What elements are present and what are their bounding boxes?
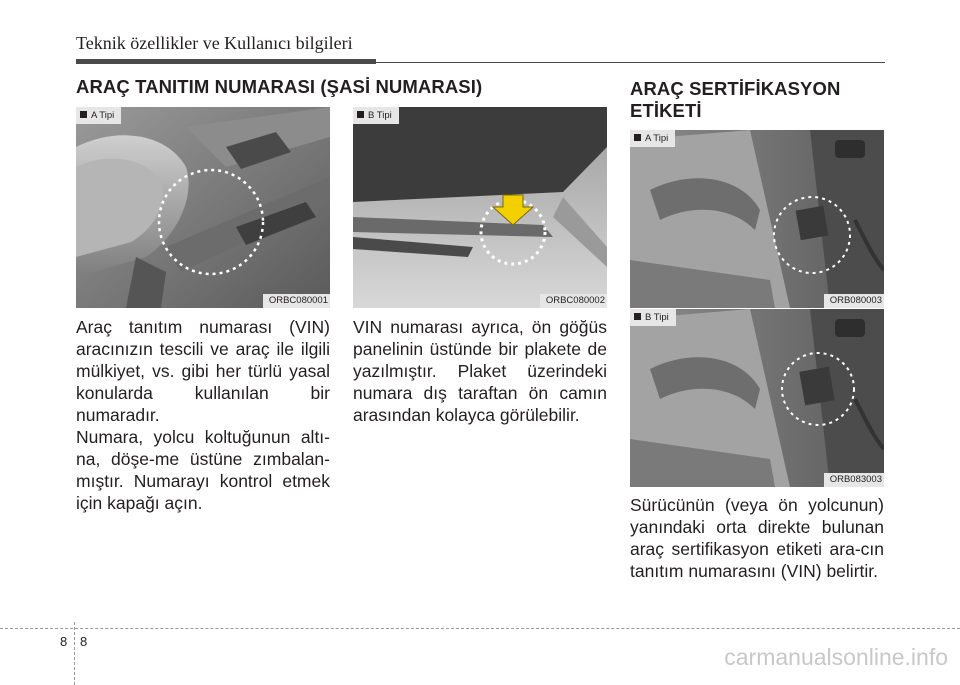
paragraph: VIN numarası ayrıca, ön göğüs panelinin üstünde bir plakete de yazılmıştır. Plaket üzerindeki numara dış taraftan ön camın arasından kolayca görülebilir.	[353, 317, 607, 425]
square-bullet-icon	[634, 134, 641, 141]
footer-divider	[74, 622, 75, 685]
windshield-illustration	[353, 107, 607, 308]
tag-label: B Tipi	[368, 110, 392, 121]
cert-text	[630, 494, 884, 582]
figure-tag	[630, 309, 676, 326]
section-title-cert	[630, 78, 886, 122]
figure-code: ORB080003	[824, 294, 884, 308]
paragraph: Sürücünün (veya ön yolcunun) yanındaki orta direkte bulunan araç sertifikasyon etiketi ara-cın tanıtım numarasını (VIN) belirtir.	[630, 495, 884, 581]
square-bullet-icon	[357, 111, 364, 118]
running-header: Teknik özellikler ve Kullanıcı bilgileri	[76, 33, 353, 53]
footer-rule	[0, 628, 960, 629]
paragraph: Araç tanıtım numarası (VIN) aracınızın tescili ve araç ile ilgili mülkiyet, vs. gibi her türlü yasal konularda kullanılan bir numaradır.	[76, 317, 330, 425]
watermark: carmanualsonline.info	[724, 644, 948, 670]
figure-code: ORB083003	[824, 473, 884, 487]
page-number-left: 8	[60, 634, 68, 649]
header-rule-thin	[376, 62, 885, 63]
square-bullet-icon	[80, 111, 87, 118]
figure-tag	[630, 130, 675, 147]
figure-code: ORBC080001	[263, 294, 330, 308]
page-number-right: 8	[80, 634, 88, 649]
title-line: ARAÇ SERTİFİKASYON	[630, 78, 841, 99]
title-line: ETİKETİ	[630, 100, 702, 121]
figure-cert-a	[630, 130, 884, 308]
tag-label: A Tipi	[91, 110, 115, 121]
door-pillar-illustration	[630, 130, 884, 308]
figure-code: ORBC080002	[540, 294, 607, 308]
tag-label: B Tipi	[645, 312, 669, 323]
header-rule-thick	[76, 59, 376, 64]
vin-text-right	[353, 316, 607, 426]
square-bullet-icon	[634, 313, 641, 320]
figure-vin-seat	[76, 107, 330, 308]
figure-tag	[76, 107, 121, 124]
paragraph: Numara, yolcu koltuğunun altı-na, döşe-me üstüne zımbalan-mıştır. Numarayı kontrol etmek için kapağı açın.	[76, 427, 330, 513]
figure-tag	[353, 107, 399, 124]
tag-label: A Tipi	[645, 133, 669, 144]
section-title-vin: ARAÇ TANITIM NUMARASI (ŞASİ NUMARASI)	[76, 76, 483, 97]
figure-vin-windshield	[353, 107, 607, 308]
door-pillar-illustration	[630, 309, 884, 487]
figure-cert-b	[630, 309, 884, 487]
vin-text-left	[76, 316, 330, 514]
seat-illustration	[76, 107, 330, 308]
